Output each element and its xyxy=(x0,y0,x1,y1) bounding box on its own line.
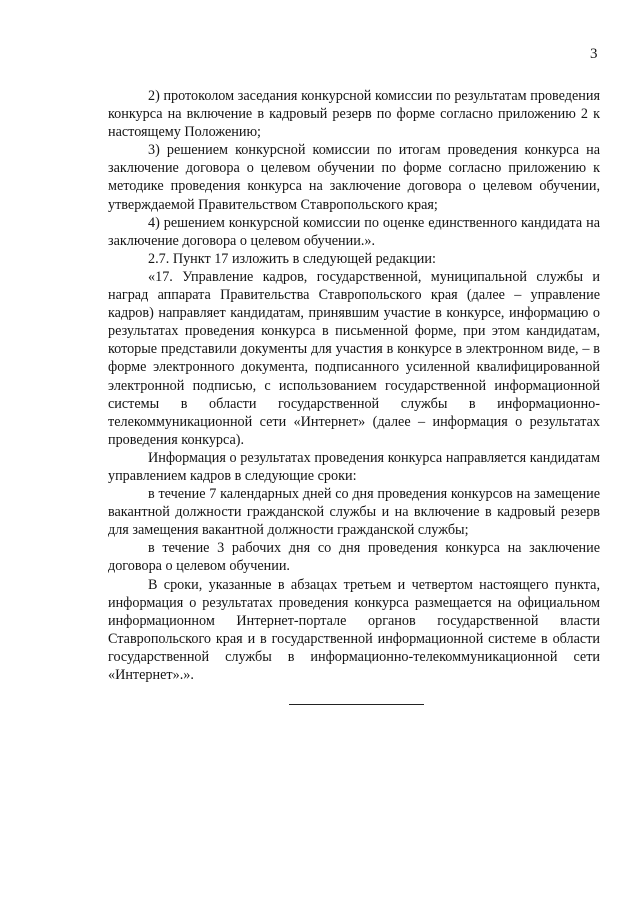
paragraph-item-2: 2) протоколом заседания конкурсной комиссии по результатам проведения конкурса на включение в кадровый резерв по форме согласно приложению 2 к настоящему Положению; xyxy=(108,88,600,141)
paragraph-point-17: «17. Управление кадров, государственной, муниципальной службы и наград аппарата Правительства Ставропольского края (далее – управление кадров) направляет кандидатам, принявшим участие в конкурсе, информацию о результатах проведения конкурса в письменной форме, при этом кандидатам, которые представили документы для участия в конкурсе в электронном виде, – в форме электронного документа, подписанного усиленной квалифицированной электронной подписью, с использованием государственной информационной системы в области государственной службы в информационно-телекоммуникационной сети «Интернет» (далее – информация о результатах проведения конкурса). xyxy=(108,268,600,448)
paragraph-deadlines-intro: Информация о результатах проведения конкурса направляется кандидатам управлением кадров в следующие сроки: xyxy=(108,449,600,484)
paragraph-publication: В сроки, указанные в абзацах третьем и четвертом настоящего пункта, информация о результатах проведения конкурса размещается на официальном информационном Интернет-портале органов государственной власти Ставропольского края и в государственной информационной системе в области государственной службы в информационно-телекоммуникационной сети «Интернет».». xyxy=(108,576,600,683)
paragraph-clause-2-7: 2.7. Пункт 17 изложить в следующей редакции: xyxy=(148,250,436,267)
closing-rule xyxy=(289,704,424,705)
page-number: 3 xyxy=(590,46,598,62)
paragraph-item-3: 3) решением конкурсной комиссии по итогам проведения конкурса на заключение договора о целевом обучении по форме согласно приложению к методике проведения конкурса на заключение договора о целевом обучении, утверждаемой Правительством Ставропольского края; xyxy=(108,142,600,213)
paragraph-item-4: 4) решением конкурсной комиссии по оценке единственного кандидата на заключение договора о целевом обучении.». xyxy=(108,214,600,249)
paragraph-deadline-3-days: в течение 3 рабочих дня со дня проведения конкурса на заключение договора о целевом обучении. xyxy=(108,540,600,575)
document-body xyxy=(108,87,600,684)
paragraph-deadline-7-days: в течение 7 календарных дней со дня проведения конкурсов на замещение вакантной должности гражданской службы и на включение в кадровый резерв для замещения вакантной должности гражданской службы; xyxy=(108,486,600,539)
